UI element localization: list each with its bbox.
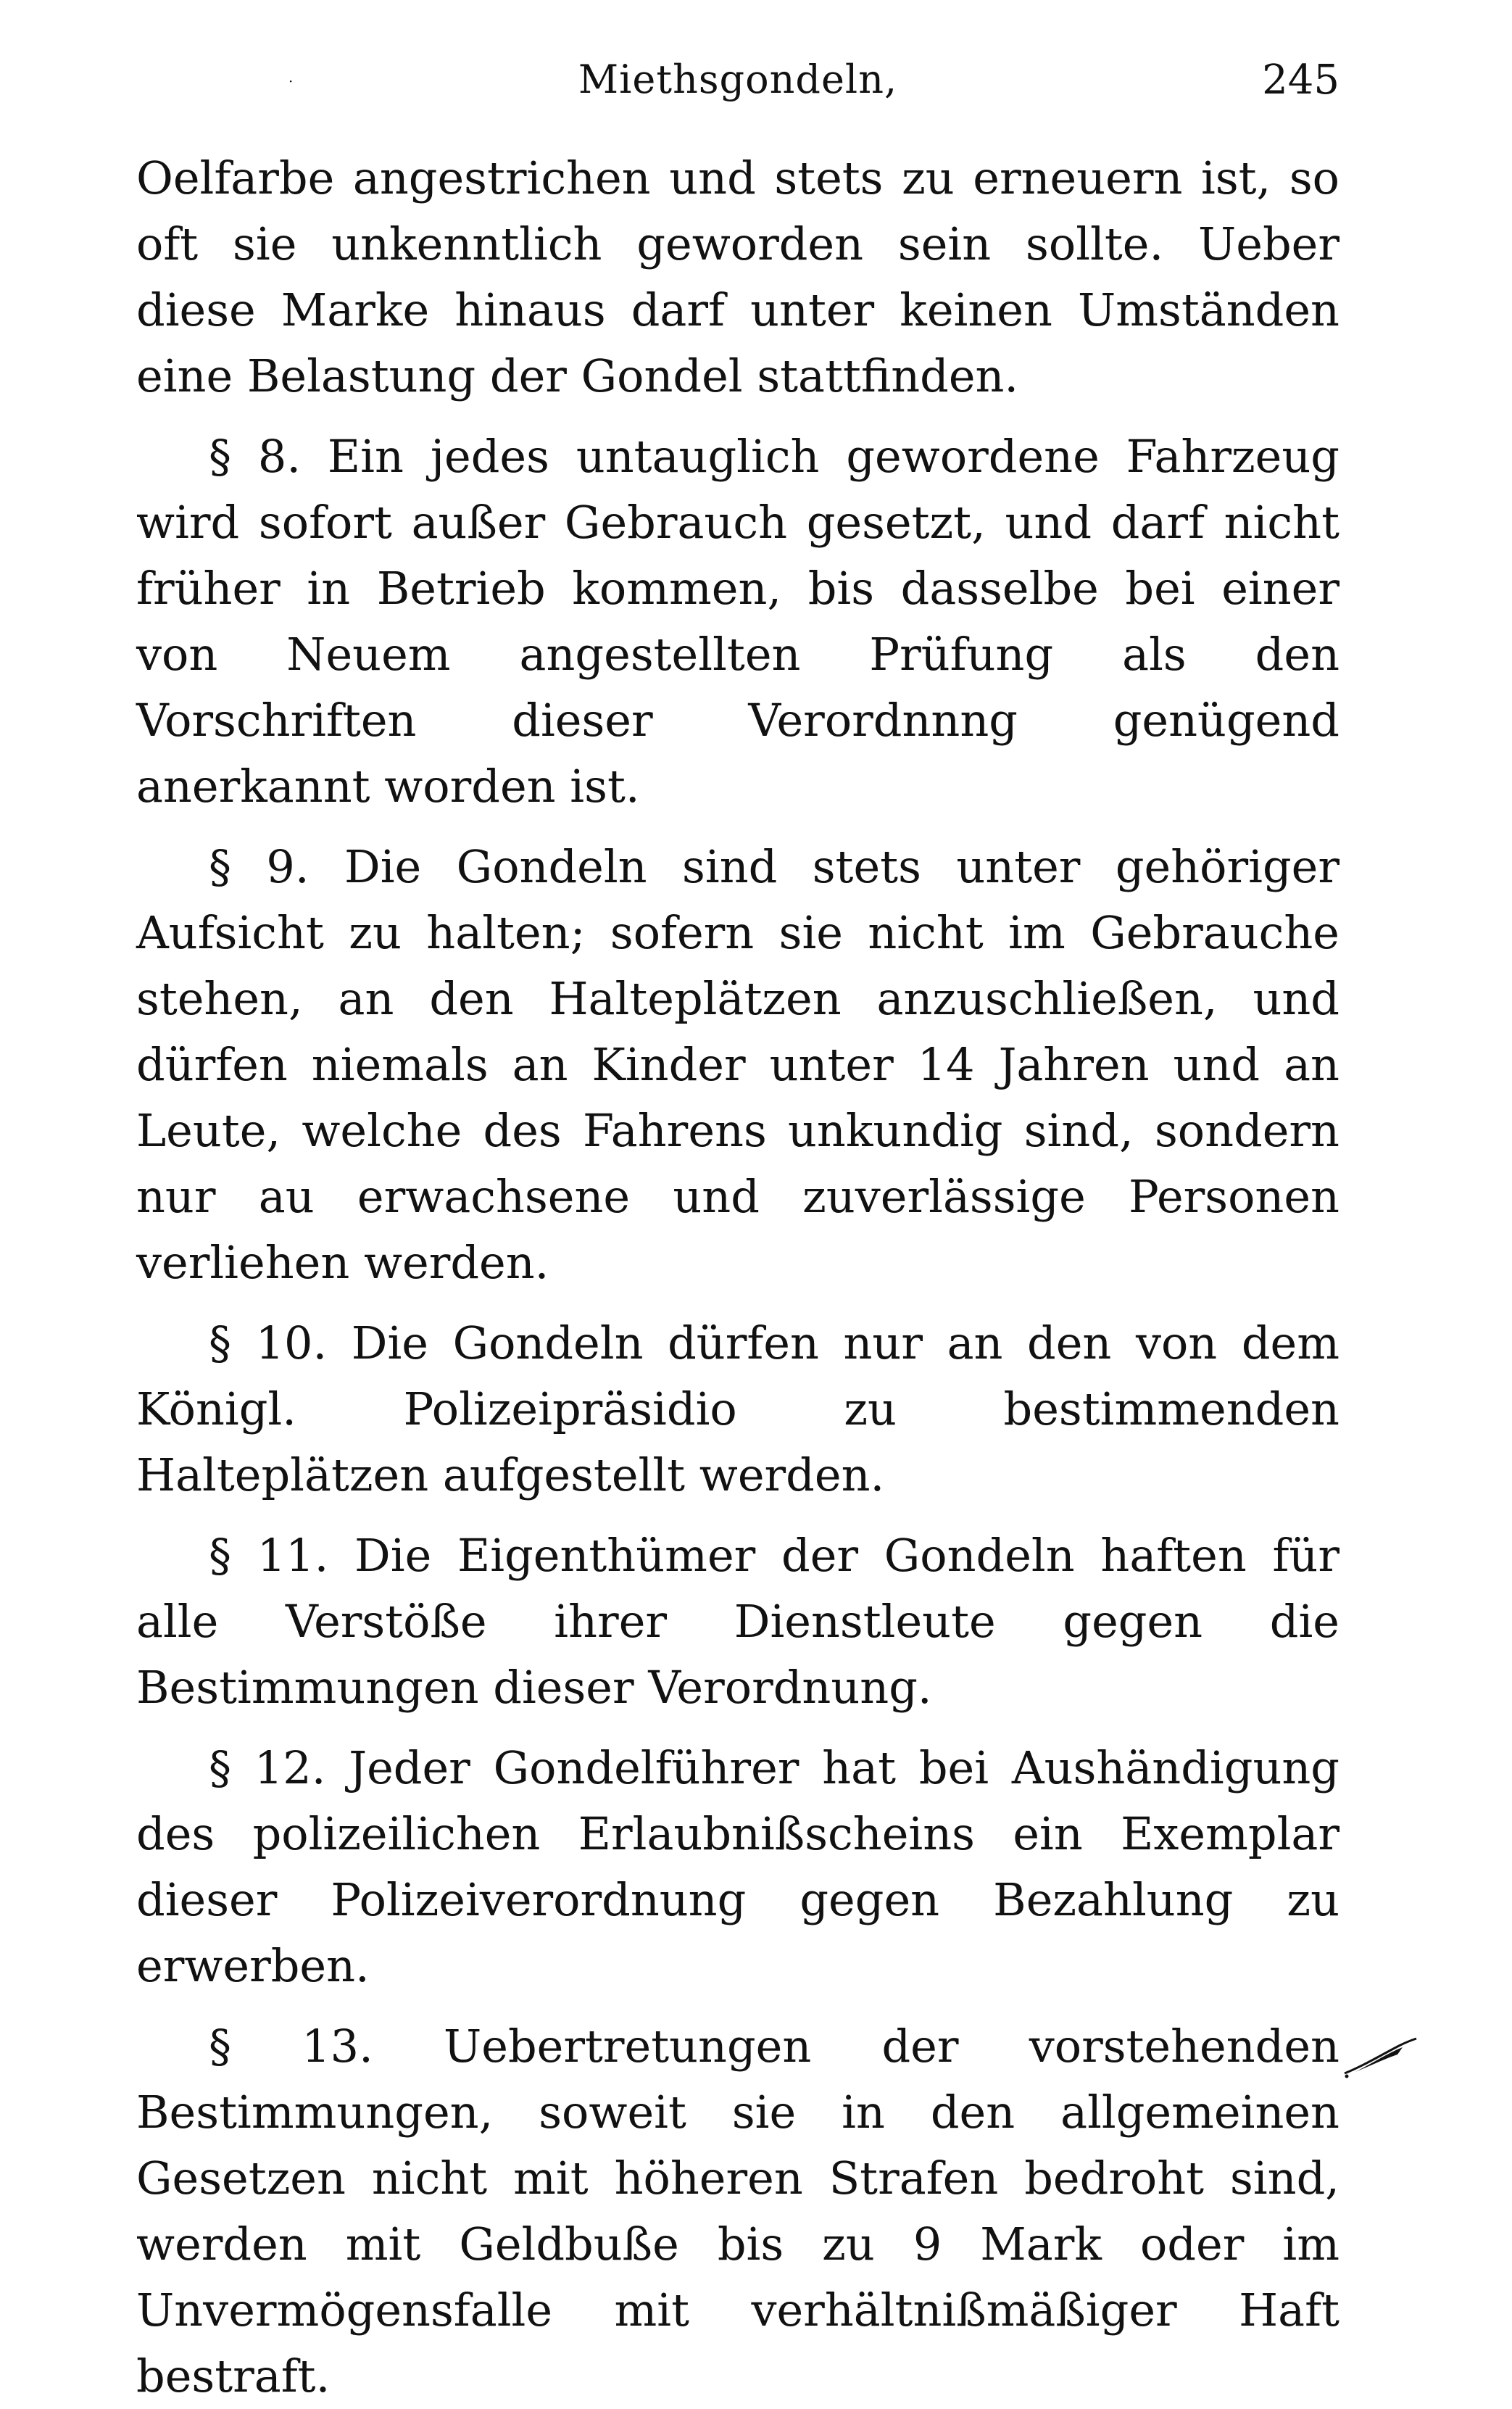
paragraph-section-11: § 11. Die Eigenthümer der Gondeln haften für alle Verstöße ihrer Dienstleute gegen die Bestimmungen dieser Verordnung. — [136, 1529, 1339, 1714]
quill-flourish-icon — [1341, 2030, 1421, 2081]
paragraph-section-10: § 10. Die Gondeln dürfen nur an den von dem Königl. Polizeipräsidio zu bestimmenden Halteplätzen aufgestellt werden. — [136, 1317, 1339, 1501]
paragraph-continuation: Oelfarbe angestrichen und stets zu erneuern ist, so oft sie unkenntlich geworden sein sollte. Ueber diese Marke hinaus darf unter keinen Umständen eine Belastung der Gondel stattfinden. — [136, 152, 1339, 402]
paragraph-section-13: § 13. Uebertretungen der vorstehenden Bestimmungen, soweit sie in den allgemeinen Gesetzen nicht mit höheren Strafen bedroht sind, werden mit Geldbuße bis zu 9 Mark oder im Unvermögensfalle mit verhältnißmäßiger Haft bestraft. — [136, 2020, 1339, 2402]
paragraph-section-12: § 12. Jeder Gondelführer hat bei Aushändigung des polizeilichen Erlaubnißscheins ein Exemplar dieser Polizeiverordnung gegen Bezahlung zu erwerben. — [136, 1741, 1339, 1992]
running-header — [136, 43, 1339, 123]
paragraph-section-8: § 8. Ein jedes untauglich gewordene Fahrzeug wird sofort außer Gebrauch gesetzt, und darf nicht früher in Betrieb kommen, bis dasselbe bei einer von Neuem angestellten Prüfung als den Vorschriften dieser Verordnnng genügend anerkannt worden ist. — [136, 430, 1339, 813]
page-number: 245 — [1262, 57, 1339, 104]
document-page — [136, 43, 1339, 2402]
header-dot: · — [288, 72, 294, 90]
paragraph-section-9: § 9. Die Gondeln sind stets unter gehöriger Aufsicht zu halten; sofern sie nicht im Gebrauche stehen, an den Halteplätzen anzuschließen, und dürfen niemals an Kinder unter 14 Jahren und an Leute, welche des Fahrens unkundig sind, sondern nur au erwachsene und zuverlässige Personen verliehen werden. — [136, 840, 1339, 1289]
running-title: Miethsgondeln, — [578, 57, 898, 102]
